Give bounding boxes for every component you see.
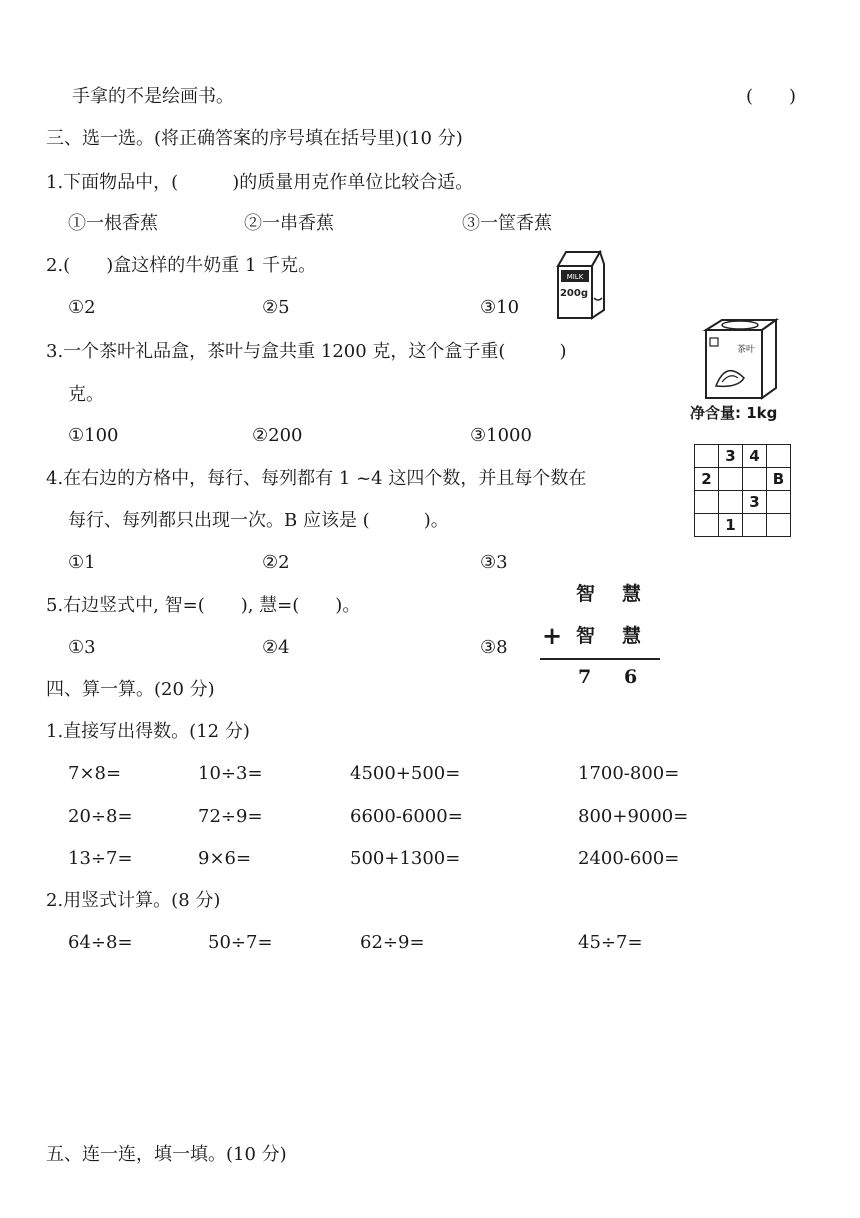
section-4-sub2: 2.用竖式计算。(8 分): [46, 890, 221, 911]
q4-option-1: ①1: [68, 552, 96, 573]
net-weight-label: 净含量: 1kg: [690, 404, 778, 422]
section-4-sub1: 1.直接写出得数。(12 分): [46, 721, 250, 742]
vertical-row1-digit1: 智: [576, 583, 596, 605]
grid-cell: [695, 514, 719, 537]
calc-item: 6600-6000=: [350, 806, 463, 827]
q1-option-2: ②一串香蕉: [244, 213, 334, 234]
grid-cell: [719, 468, 743, 491]
vertical-row1-digit2: 慧: [622, 583, 642, 605]
milk-weight-label: 200g: [559, 288, 589, 299]
tea-label: 茶叶: [736, 345, 756, 355]
q5-option-3: ③8: [480, 637, 508, 658]
calc-item: 13÷7=: [68, 848, 133, 869]
grid-cell: [695, 445, 719, 468]
grid-cell: B: [767, 468, 791, 491]
grid-cell: [767, 514, 791, 537]
vertical-row2-digit2: 慧: [622, 625, 642, 647]
q2-option-2: ②5: [262, 297, 290, 318]
q1-option-1: ①一根香蕉: [68, 213, 158, 234]
tea-box-image: [700, 316, 780, 402]
calc-item: 1700-800=: [578, 763, 680, 784]
vertical-result-digit1: 7: [578, 666, 592, 688]
section-5-title: 五、连一连，填一填。(10 分): [46, 1144, 287, 1165]
calc-item: 7×8=: [68, 763, 122, 784]
sum-line: [540, 658, 660, 660]
grid-cell: [767, 491, 791, 514]
grid-cell: 3: [719, 445, 743, 468]
q1-option-3: ③一筐香蕉: [462, 213, 552, 234]
q3-option-1: ①100: [68, 425, 119, 446]
q3-text-cont: 克。: [68, 384, 104, 405]
q1-text: 1.下面物品中，( )的质量用克作单位比较合适。: [46, 172, 474, 193]
grid-cell: 3: [743, 491, 767, 514]
vertical-calc-item: 64÷8=: [68, 932, 133, 953]
calc-item: 500+1300=: [350, 848, 461, 869]
calc-item: 2400-600=: [578, 848, 680, 869]
plus-sign: +: [542, 621, 563, 650]
number-grid: [694, 444, 791, 537]
q2-option-1: ①2: [68, 297, 96, 318]
grid-cell: [767, 445, 791, 468]
vertical-row2-digit1: 智: [576, 625, 596, 647]
vertical-result-digit2: 6: [624, 666, 638, 688]
grid-cell: [743, 514, 767, 537]
answer-paren[interactable]: ( ): [746, 86, 797, 107]
q4-option-3: ③3: [480, 552, 508, 573]
q4-text-cont: 每行、每列都只出现一次。B 应该是 ( )。: [68, 510, 449, 531]
q2-option-3: ③10: [480, 297, 520, 318]
section-3-title: 三、选一选。(将正确答案的序号填在括号里)(10 分): [46, 128, 463, 149]
q4-text: 4.在右边的方格中，每行、每列都有 1 ~4 这四个数，并且每个数在: [46, 468, 587, 489]
q4-option-2: ②2: [262, 552, 290, 573]
grid-cell: 1: [719, 514, 743, 537]
calc-item: 10÷3=: [198, 763, 263, 784]
q3-text: 3.一个茶叶礼品盒，茶叶与盒共重 1200 克，这个盒子重( ): [46, 341, 567, 362]
grid-cell: 4: [743, 445, 767, 468]
calc-item: 4500+500=: [350, 763, 461, 784]
grid-cell: [743, 468, 767, 491]
calc-item: 9×6=: [198, 848, 252, 869]
q5-text: 5.右边竖式中, 智=( ), 慧=( )。: [46, 595, 361, 616]
continued-question-text: 手拿的不是绘画书。: [72, 86, 234, 107]
q5-option-1: ①3: [68, 637, 96, 658]
vertical-calc-item: 50÷7=: [208, 932, 273, 953]
calc-item: 20÷8=: [68, 806, 133, 827]
milk-brand: MILK: [566, 273, 584, 281]
vertical-calc-item: 62÷9=: [360, 932, 425, 953]
q2-text: 2.( )盒这样的牛奶重 1 千克。: [46, 255, 317, 276]
vertical-calc-item: 45÷7=: [578, 932, 643, 953]
calc-item: 72÷9=: [198, 806, 263, 827]
grid-cell: 2: [695, 468, 719, 491]
q5-option-2: ②4: [262, 637, 290, 658]
grid-cell: [719, 491, 743, 514]
q3-option-3: ③1000: [470, 425, 532, 446]
grid-cell: [695, 491, 719, 514]
calc-item: 800+9000=: [578, 806, 689, 827]
milk-carton-image: [552, 248, 608, 322]
q3-option-2: ②200: [252, 425, 303, 446]
section-4-title: 四、算一算。(20 分): [46, 679, 215, 700]
